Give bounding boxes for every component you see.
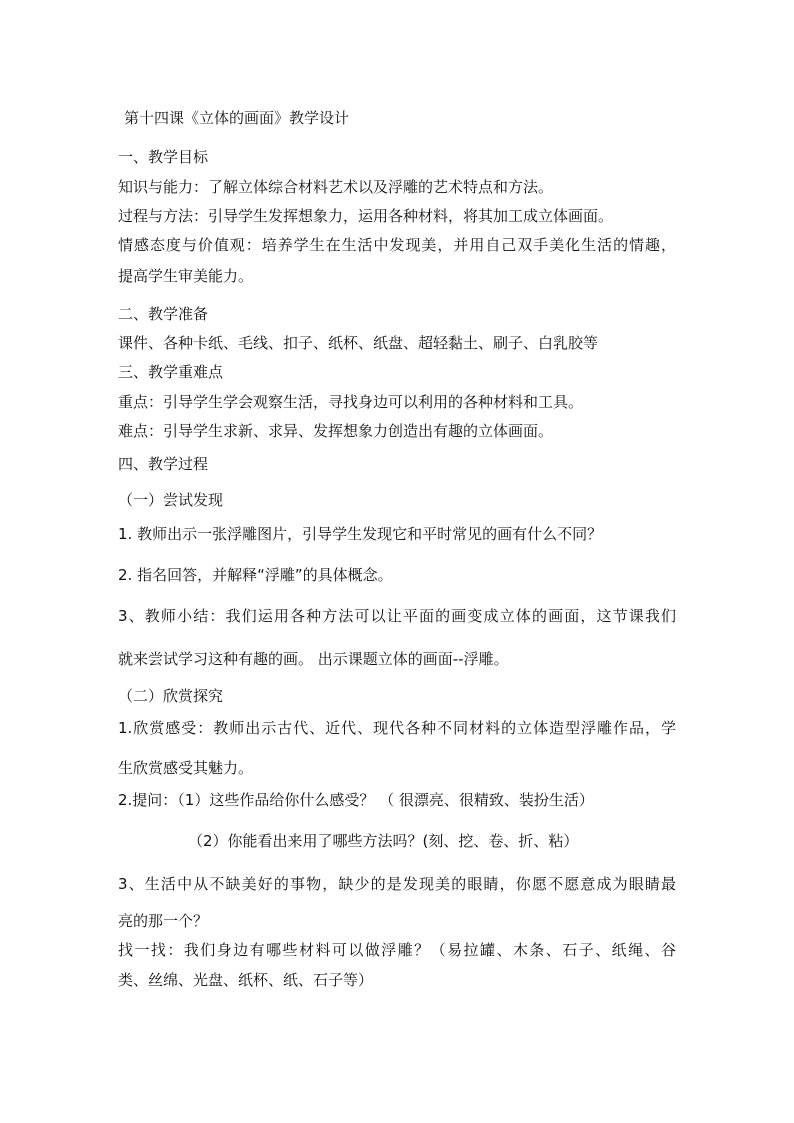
document-title: 第十四课《立体的画面》教学设计	[124, 109, 350, 127]
objective-knowledge: 知识与能力：了解立体综合材料艺术以及浮雕的艺术特点和方法。	[118, 178, 554, 196]
preparation-materials: 课件、各种卡纸、毛线、扣子、纸杯、纸盘、超轻黏土、刷子、白乳胶等	[118, 334, 599, 352]
appreciate-item3-line2: 亮的那一个？	[118, 912, 209, 930]
part-heading-appreciate: （二）欣赏探究	[118, 687, 224, 705]
section-heading-objectives: 一、教学目标	[118, 148, 209, 166]
section-heading-key-points: 三、教学重难点	[118, 363, 224, 381]
try-discover-item3-line1: 3、教师小结：我们运用各种方法可以让平面的画变成立体的画面，这节课我们	[118, 607, 676, 625]
appreciate-item2-line1: 2.提问：（1）这些作品给你什么感受？ （ 很漂亮、很精致、装扮生活）	[118, 791, 594, 809]
appreciate-item3-line1: 3、生活中从不缺美好的事物，缺少的是发现美的眼睛，你愿不愿意成为眼睛最	[118, 875, 676, 893]
try-discover-item2: 2. 指名回答，并解释“浮雕”的具体概念。	[118, 566, 393, 584]
objective-emotion-line1: 情感态度与价值观：培养学生在生活中发现美，并用自己双手美化生活的情趣，	[118, 236, 676, 254]
difficult-point: 难点：引导学生求新、求异、发挥想象力创造出有趣的立体画面。	[118, 422, 554, 440]
section-heading-process: 四、教学过程	[118, 455, 209, 473]
find-materials-line2: 类、丝绵、光盘、纸杯、纸、石子等）	[118, 971, 374, 989]
section-heading-preparation: 二、教学准备	[118, 305, 209, 323]
appreciate-item1-line2: 生欣赏感受其魅力。	[118, 759, 254, 777]
try-discover-item3-line2: 就来尝试学习这种有趣的画。 出示课题立体的画面--浮雕。	[118, 650, 509, 668]
appreciate-item2-line2: （2）你能看出来用了哪些方法吗？(刻、挖、卷、折、粘）	[188, 832, 579, 850]
appreciate-item1-line1: 1.欣赏感受：教师出示古代、近代、现代各种不同材料的立体造型浮雕作品，学	[118, 719, 676, 737]
objective-emotion-line2: 提高学生审美能力。	[118, 267, 254, 285]
objective-process: 过程与方法：引导学生发挥想象力，运用各种材料，将其加工成立体画面。	[118, 207, 614, 225]
try-discover-item1: 1. 教师出示一张浮雕图片，引导学生发现它和平时常见的画有什么不同？	[118, 525, 603, 543]
find-materials-line1: 找一找：我们身边有哪些材料可以做浮雕？（易拉罐、木条、石子、纸绳、谷	[118, 941, 676, 959]
key-point: 重点：引导学生学会观察生活，寻找身边可以利用的各种材料和工具。	[118, 393, 584, 411]
part-heading-try-discover: （一）尝试发现	[118, 491, 224, 509]
